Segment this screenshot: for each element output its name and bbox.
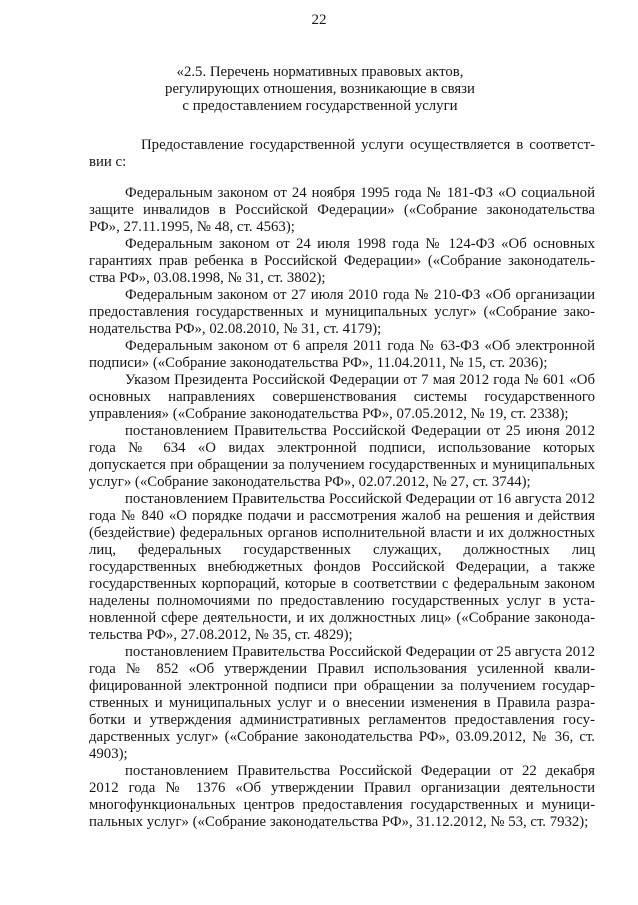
section-heading [100,64,540,115]
list-item: Федеральным законом от 24 ноября 1995 года № 181-ФЗ «О социальной защите инвалидов в Российской Федерации» («Собрание законодательства РФ», 27.11.1995, № 48, ст. 4563); [89,185,595,235]
list-item: Федеральным законом от 27 июля 2010 года № 210-ФЗ «Об организации предоставления государственных и муниципальных услуг» («Собрание законодательства РФ», 02.08.2010, № 31, ст. 4179); [89,287,595,337]
intro-paragraph: Предоставление государственной услуги осуществляется в соответствии с: [89,137,595,170]
list-item: постановлением Правительства Российской Федерации от 22 декабря 2012 года № 1376 «Об утверждении Правил организации деятельности многофункциональных центров предоставления государственных и муниципальных услуг» («Собрание законодательства РФ», 31.12.2012, № 53, ст. 7932); [89,763,595,830]
heading-line: с предоставлением государственной услуги [182,98,458,114]
heading-line: «2.5. Перечень нормативных правовых актов, [176,64,464,80]
list-item: постановлением Правительства Российской Федерации от 25 августа 2012 года № 852 «Об утверждении Правил использования усиленной квалифицированной электронной подписи при обращении за получением государственных и муниципальных услуг и о внесении изменения в Правила разработки и утверждения административных регламентов предоставления государственных услуг» («Собрание законодательства РФ», 03.09.2012, № 36, ст. 4903); [89,644,595,762]
document-body [89,137,595,831]
list-item: Федеральным законом от 6 апреля 2011 года № 63-ФЗ «Об электронной подписи» («Собрание законодательства РФ», 11.04.2011, № 15, ст. 2036); [89,338,595,371]
list-item: Указом Президента Российской Федерации от 7 мая 2012 года № 601 «Об основных направлениях совершенствования системы государственного управления» («Собрание законодательства РФ», 07.05.2012, № 19, ст. 2338); [89,372,595,422]
heading-line: регулирующих отношения, возникающие в связи [165,81,475,97]
page-number: 22 [311,12,327,28]
list-item: постановлением Правительства Российской Федерации от 16 августа 2012 года № 840 «О порядке подачи и рассмотрения жалоб на решения и действия (бездействие) федеральных органов исполнительной власти и их должностных лиц, федеральных государственных служащих, должностных лиц государственных внебюджетных фондов Российской Федерации, а также государственных корпораций, которые в соответствии с федеральным законом наделены полномочиями по предоставлению государственных услуг в установленной сфере деятельности, и их должностных лиц» («Собрание законодательства РФ», 27.08.2012, № 35, ст. 4829); [89,491,595,643]
list-item: Федеральным законом от 24 июля 1998 года № 124-ФЗ «Об основных гарантиях прав ребенка в Российской Федерации» («Собрание законодательства РФ», 03.08.1998, № 31, ст. 3802); [89,236,595,286]
list-item: постановлением Правительства Российской Федерации от 25 июня 2012 года № 634 «О видах электронной подписи, использование которых допускается при обращении за получением государственных и муниципальных услуг» («Собрание законодательства РФ», 02.07.2012, № 27, ст. 3744); [89,423,595,490]
